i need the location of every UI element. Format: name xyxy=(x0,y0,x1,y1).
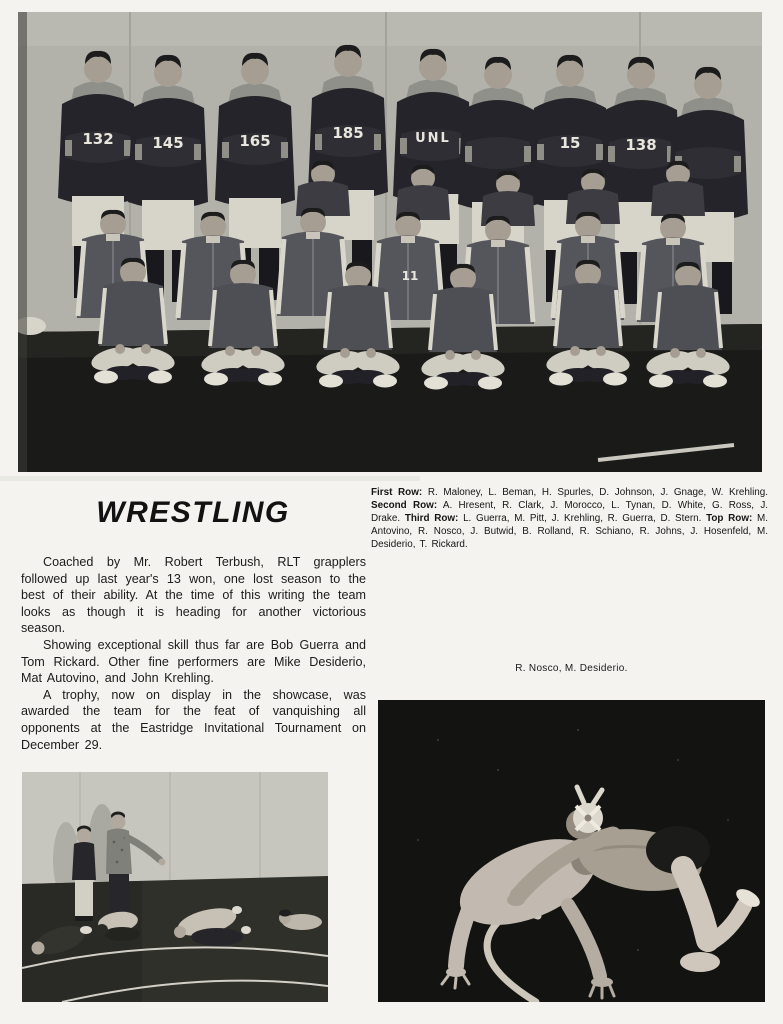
match-photo-caption: R. Nosco, M. Desiderio. xyxy=(515,663,628,674)
jacket-number: 15 xyxy=(559,134,581,152)
jacket-number: 138 xyxy=(625,136,657,154)
scan-artifact xyxy=(0,476,420,481)
roster-row-names: M. Antovino, R. Nosco, J. Butwid, B. Rolland, R. Schiano, R. Johns, J. Hosenfeld, M. Desiderio, T. Rickard. xyxy=(371,513,769,550)
team-photo xyxy=(18,12,762,472)
match-photo-illustration xyxy=(378,700,765,1002)
roster-row-names: R. Maloney, L. Beman, H. Spurles, D. Johnson, J. Gnage, W. Krehling. xyxy=(427,487,769,498)
practice-photo-illustration xyxy=(22,772,328,1002)
roster-row-names: A. Hresent, R. Clark, J. Morocco, L. Tynan, D. White, G. Ross, J. Drake. xyxy=(371,500,769,524)
page-title: WRESTLING xyxy=(96,496,290,529)
practice-photo xyxy=(22,772,328,1002)
jacket-number: 185 xyxy=(332,124,364,142)
roster-caption xyxy=(371,486,768,551)
roster-row-label: First Row: xyxy=(371,487,423,498)
article-body xyxy=(21,554,366,753)
jacket-number: 145 xyxy=(152,134,184,152)
roster-row-label: Second Row: xyxy=(371,500,438,511)
article-paragraph: Coached by Mr. Robert Terbush, RLT grapplers followed up last year's 13 won, one lost season to the best of their ability. At the time of this writing the team looks as though it is heading for another victorious season. xyxy=(21,555,366,636)
match-photo xyxy=(378,700,765,1002)
roster-row-label: Top Row: xyxy=(706,513,753,524)
photo-edge-shadow xyxy=(18,12,27,472)
team-photo-illustration xyxy=(18,12,762,472)
roster-row-label: Third Row: xyxy=(404,513,459,524)
roster-row-names: L. Guerra, M. Pitt, J. Krehling, R. Guerra, D. Stern. xyxy=(463,513,702,524)
jacket-number: 132 xyxy=(82,130,114,148)
jacket-letters: UNL xyxy=(415,131,451,146)
singlet-number: 11 xyxy=(401,269,419,283)
article-paragraph: Showing exceptional skill thus far are Bob Guerra and Tom Rickard. Other fine performers are Mike Desiderio, Mat Autovino, and John Krehling. xyxy=(21,637,366,686)
article-paragraph: A trophy, now on display in the showcase, was awarded the team for the feat of vanquishing all opponents at the Eastridge Invitational Tournament on December 29. xyxy=(21,687,366,752)
jacket-number: 165 xyxy=(239,132,271,150)
